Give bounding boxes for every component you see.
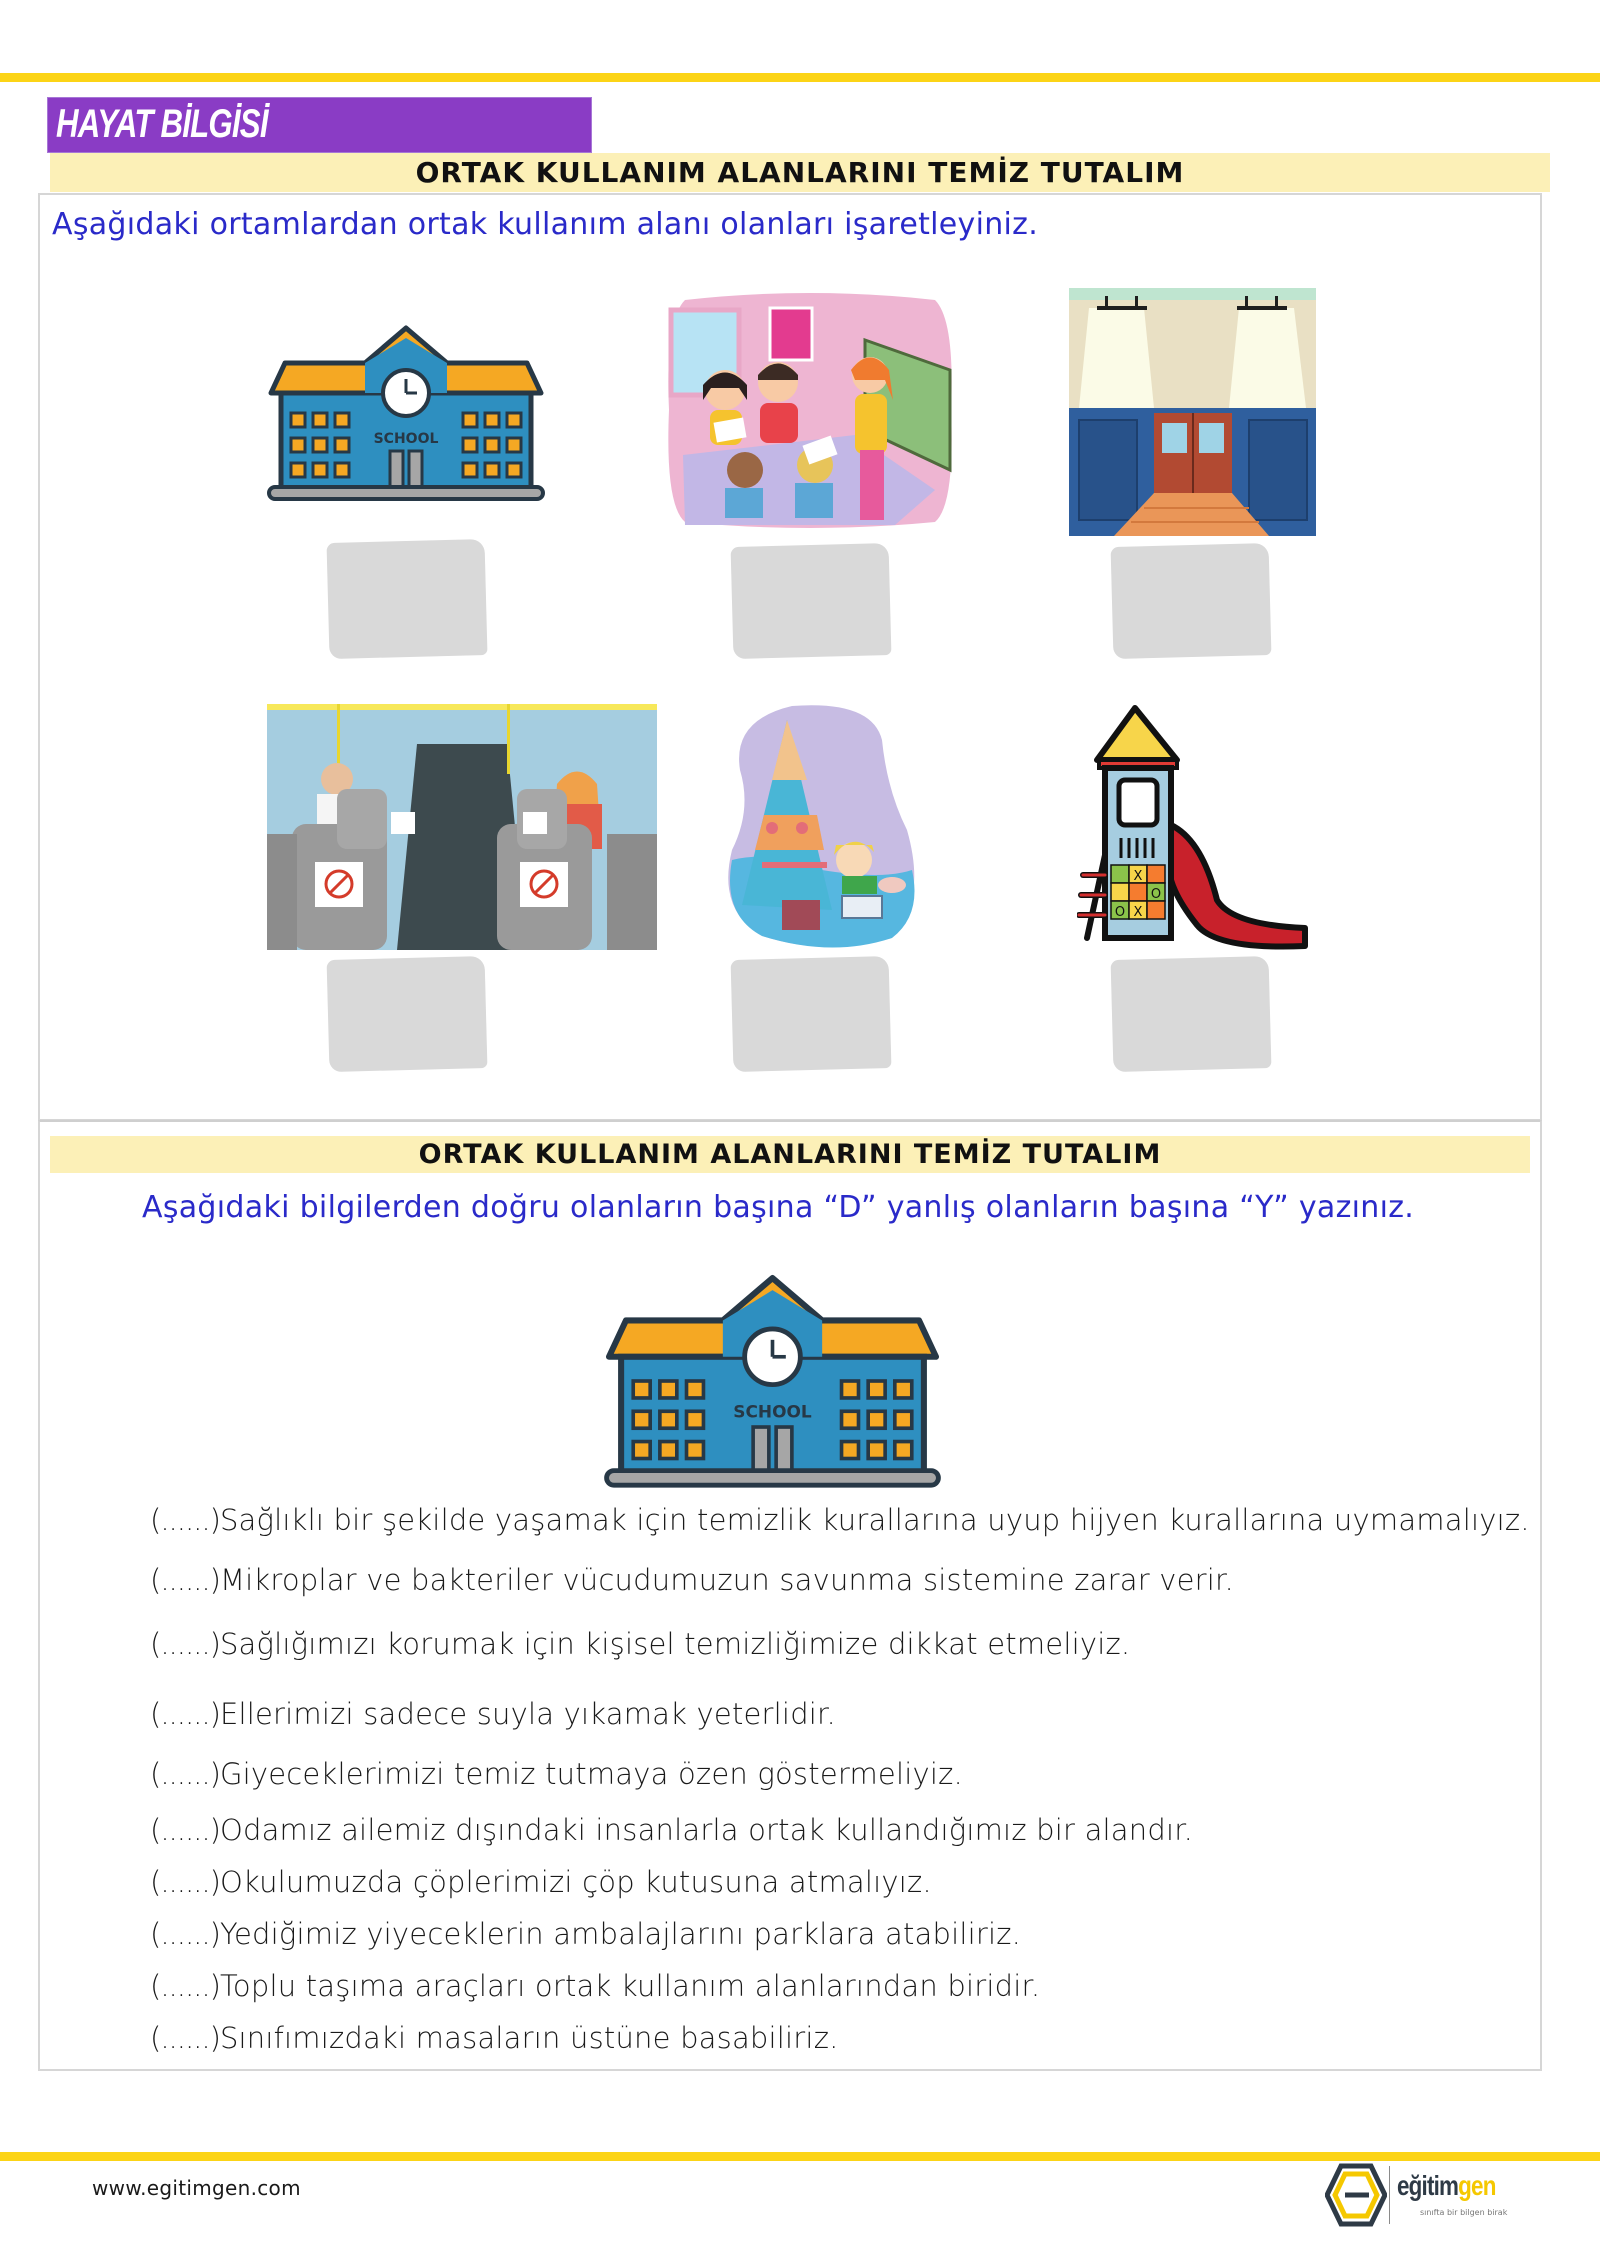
school-building-icon <box>265 323 547 503</box>
answer-blank[interactable]: (......) <box>150 2021 220 2055</box>
top-accent-rule <box>0 73 1600 82</box>
answer-box-school[interactable] <box>327 539 488 659</box>
section2-title: ORTAK KULLANIM ALANLARINI TEMİZ TUTALIM <box>418 1139 1162 1170</box>
answer-box-playground[interactable] <box>1111 956 1272 1072</box>
section2-banner <box>50 1136 1530 1173</box>
statement-item: (......)Sağlığımızı korumak için kişisel temizliğimize dikkat etmeliyiz. <box>150 1627 1131 1661</box>
answer-box-hallway[interactable] <box>1111 543 1272 659</box>
statement-item: (......)Sağlıklı bir şekilde yaşamak için temizlik kurallarına uyup hijyen kurallarına uymamalıyız. <box>150 1503 1530 1537</box>
section1-banner <box>50 153 1550 192</box>
statement-item: (......)Yediğimiz yiyeceklerin ambalajlarını parklara atabiliriz. <box>150 1917 1022 1951</box>
statement-item: (......)Ellerimizi sadece suyla yıkamak yeterlidir. <box>150 1697 836 1731</box>
answer-box-bus[interactable] <box>327 956 488 1072</box>
answer-box-room[interactable] <box>731 956 892 1072</box>
logo-separator <box>1389 2166 1390 2224</box>
section1-title: ORTAK KULLANIM ALANLARINI TEMİZ TUTALIM <box>415 156 1185 189</box>
logo-tagline: sınıfta bir bilgen birak <box>1420 2208 1508 2217</box>
answer-blank[interactable]: (......) <box>150 1503 220 1537</box>
statement-item: (......)Giyeceklerimizi temiz tutmaya özen göstermeliyiz. <box>150 1757 963 1791</box>
statement-item: (......)Toplu taşıma araçları ortak kullanım alanlarından biridir. <box>150 1969 1041 2003</box>
classroom-illustration <box>665 290 955 530</box>
statement-item: (......)Sınıfımızdaki masaların üstüne basabiliriz. <box>150 2021 839 2055</box>
tent-reading-illustration <box>722 700 922 950</box>
statement-item: (......)Mikroplar ve bakteriler vücudumuzun savunma sistemine zarar verir. <box>150 1563 1234 1597</box>
answer-blank[interactable]: (......) <box>150 1563 220 1597</box>
svg-text:O: O <box>1114 905 1126 920</box>
subject-tag <box>47 97 592 153</box>
answer-blank[interactable]: (......) <box>150 1813 220 1847</box>
statement-item: (......)Odamız ailemiz dışındaki insanlarla ortak kullandığımız bir alandır. <box>150 1813 1194 1847</box>
section2-instruction: Aşağıdaki bilgilerden doğru olanların başına “D” yanlış olanların başına “Y” yazınız. <box>142 1190 1415 1225</box>
hexagon-e-logo-icon <box>1325 2162 1387 2228</box>
svg-text:SCHOOL: SCHOOL <box>373 431 439 447</box>
svg-text:X: X <box>1133 869 1143 884</box>
answer-blank[interactable]: (......) <box>150 1627 220 1661</box>
footer-website-link[interactable]: www.egitimgen.com <box>92 2176 301 2200</box>
svg-text:O: O <box>1150 887 1162 902</box>
hallway-illustration <box>1069 288 1316 536</box>
subject-title: HAYAT BİLGİSİ <box>56 102 268 146</box>
slide-tower-illustration <box>1077 700 1313 952</box>
school-building-icon <box>600 1272 945 1490</box>
svg-text:X: X <box>1133 905 1143 920</box>
brand-logo <box>1325 2160 1535 2230</box>
bus-interior-illustration <box>267 704 657 950</box>
answer-box-classroom[interactable] <box>731 543 892 659</box>
answer-blank[interactable]: (......) <box>150 1757 220 1791</box>
answer-blank[interactable]: (......) <box>150 1969 220 2003</box>
svg-text:SCHOOL: SCHOOL <box>733 1401 812 1422</box>
answer-blank[interactable]: (......) <box>150 1865 220 1899</box>
answer-blank[interactable]: (......) <box>150 1917 220 1951</box>
logo-wordmark: eğitimgen <box>1397 2170 1496 2201</box>
answer-blank[interactable]: (......) <box>150 1697 220 1731</box>
section1-instruction: Aşağıdaki ortamlardan ortak kullanım alanı olanları işaretleyiniz. <box>52 207 1039 242</box>
statement-item: (......)Okulumuzda çöplerimizi çöp kutusuna atmalıyız. <box>150 1865 932 1899</box>
